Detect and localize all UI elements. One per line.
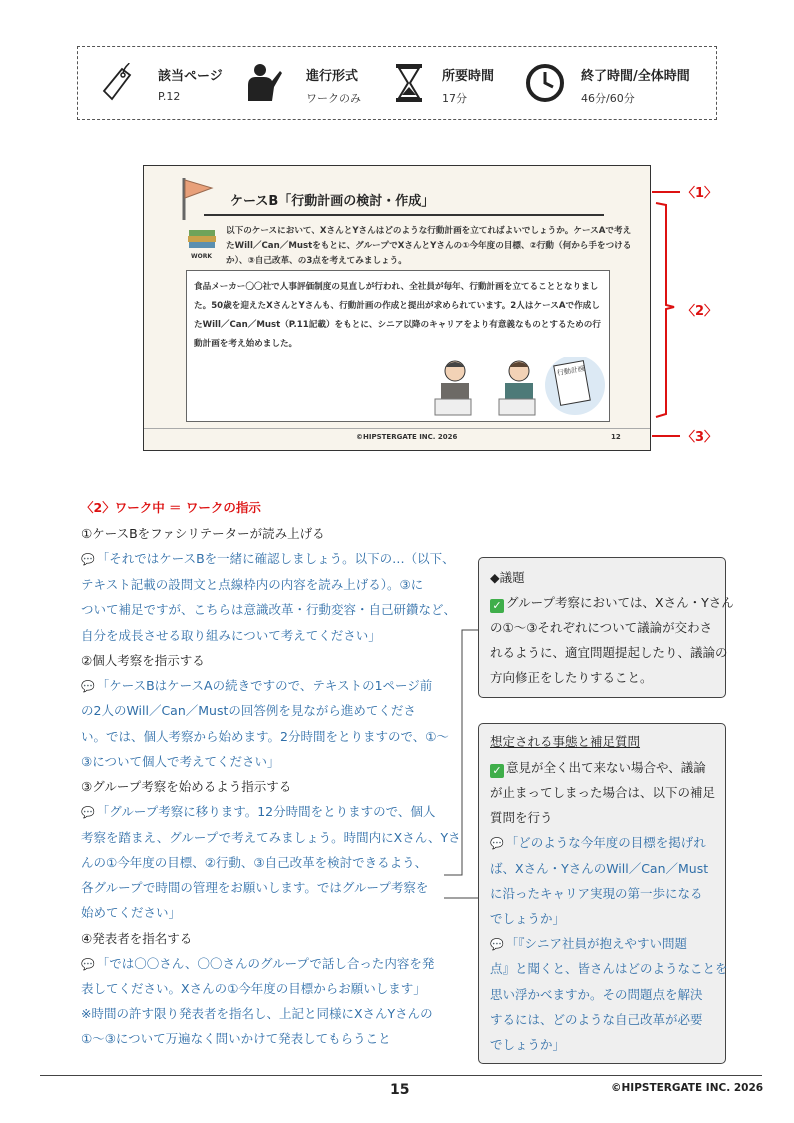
work-label: WORK (191, 253, 212, 260)
script-line: 表してください。Xさんの①今年度の目標からお願いします」 (81, 981, 426, 996)
script-line: んの①今年度の目標、②行動、③自己改革を検討できるよう、 (81, 855, 428, 870)
hourglass-icon (388, 61, 432, 105)
slide-case-box (186, 270, 610, 422)
marker-2: 〈2〉 (682, 304, 718, 319)
info-label: 該当ページ (158, 69, 223, 84)
footer-copyright: ©HIPSTERGATE INC. 2026 (611, 1082, 764, 1094)
followup-line: 意見が全く出て来ない場合や、議論 (506, 760, 706, 775)
speech-bubble-icon: 💬 (81, 680, 95, 693)
note-line: ※時間の許す限り発表者を指名し、上記と同様にXさんYさんの (81, 1006, 433, 1021)
followup-line: が止まってしまった場合は、以下の補足 (490, 785, 716, 800)
speech-bubble-icon: 💬 (490, 837, 504, 850)
script-line: ついて補足ですが、こちらは意識改革・行動変容・自己研鑽など、 (81, 602, 457, 617)
step-heading: ①ケースBをファシリテーターが読み上げる (81, 526, 325, 541)
session-info-bar (77, 46, 717, 120)
marker-1: 〈1〉 (682, 186, 718, 201)
followup-question: 思い浮かべますか。その問題点を解決 (490, 987, 703, 1002)
speech-bubble-icon: 💬 (81, 553, 95, 566)
info-label: 所要時間 (442, 69, 495, 84)
script-line: 各グループで時間の管理をお願いします。ではグループ考察を (81, 880, 429, 895)
followup-title: 想定される事態と補足質問 (490, 734, 641, 749)
script-line: い。では、個人考察から始めます。2分時間をとりますので、①～ (81, 729, 449, 744)
followup-question: 「『シニア社員が抱えやすい問題 (505, 936, 687, 951)
script-line: 💬 「それではケースBを一緒に確認しましょう。以下の…（以下、 (81, 551, 455, 566)
agenda-line: 方向修正をしたりすること。 (490, 670, 653, 685)
books-icon (186, 226, 220, 262)
agenda-line: の①～③それぞれについて議論が交わさ (490, 620, 713, 635)
speech-bubble-icon: 💬 (81, 806, 95, 819)
check-icon: ✓ (490, 764, 504, 778)
followup-question: するには、どのような自己改革が必要 (490, 1012, 703, 1027)
slide-thumbnail (143, 165, 651, 451)
tag-icon (96, 61, 140, 105)
slide-intro-text: 以下のケースにおいて、XさんとYさんはどのような行動計画を立てればよいでしょうか。ケースAで考えたWill／Can／Mustをもとに、グループでXさんとYさんの①今年度の目標、②行動（何から手をつけるか）、③自己改革、の3点を考えてみましょう。 (226, 226, 632, 266)
script-line: 始めてください」 (81, 905, 182, 920)
businessmen-illustration (427, 357, 617, 421)
document-label: 行動計画 (556, 364, 586, 378)
instructions-heading: 〈2〉ワーク中 ＝ ワークの指示 (81, 500, 261, 515)
step-heading: ②個人考察を指示する (81, 653, 205, 668)
script-line: 自分を成長させる取り組みについて考えてください」 (81, 628, 381, 643)
followup-question: でしょうか」 (490, 1037, 566, 1052)
script-line: の2人のWill／Can／Mustの回答例を見ながら進めてくださ (81, 703, 416, 718)
script-line: ③について個人で考えてください」 (81, 754, 280, 769)
script-line: 考察を踏まえ、グループで考えてみましょう。時間内にXさん、Yさ (81, 830, 461, 845)
note-line: ①～③について万遍なく問いかけて発表してもらうこと (81, 1031, 391, 1046)
slide-title: ケースB「行動計画の検討・作成」 (230, 194, 435, 209)
marker-3: 〈3〉 (682, 430, 718, 445)
followup-question: でしょうか」 (490, 911, 566, 926)
page-number: 15 (390, 1082, 410, 1098)
info-value: P.12 (158, 90, 181, 103)
info-label: 終了時間/全体時間 (581, 69, 690, 84)
followup-box (478, 723, 726, 1064)
agenda-line: れるように、適宜問題提起したり、議論の (490, 645, 728, 660)
followup-question: ば、Xさん・YさんのWill／Can／Must (490, 861, 709, 876)
agenda-box (478, 557, 734, 698)
step-heading: ④発表者を指名する (81, 931, 193, 946)
step-heading: ③グループ考察を始めるよう指示する (81, 779, 292, 794)
slide-case-text: 食品メーカー〇〇社で人事評価制度の見直しが行われ、全社員が毎年、行動計画を立てることとなりました。50歳を迎えたXさんとYさんも、行動計画の作成と提出が求められています。2人はケースAで作成したWill／Can／Must（P.11記載）をもとに、シニア以降のキャリアをより有意義なものとするための行動計画を考え始めました。 (194, 282, 601, 349)
script-line: 💬 「では〇〇さん、〇〇さんのグループで話し合った内容を発 (81, 956, 435, 971)
speech-bubble-icon: 💬 (490, 938, 504, 951)
followup-question: に沿ったキャリア実現の第一歩になる (490, 886, 703, 901)
slide-copyright: ©HIPSTERGATE INC. 2026 (356, 433, 458, 441)
info-label: 進行形式 (306, 69, 359, 84)
connector-lines (440, 620, 480, 910)
agenda-title: ◆議題 (490, 570, 525, 585)
script-line: 💬 「ケースBはケースAの続きですので、テキストの1ページ前 (81, 678, 433, 693)
followup-question: 点』と聞くと、皆さんはどのようなことを (490, 961, 728, 976)
check-icon: ✓ (490, 599, 504, 613)
speech-bubble-icon: 💬 (81, 958, 95, 971)
info-value: 46分/60分 (581, 92, 635, 105)
slide-footer-line (144, 428, 650, 429)
slide-title-underline (204, 214, 604, 216)
followup-question: 「どのような今年度の目標を掲げれ (505, 835, 706, 850)
presenter-icon (240, 61, 284, 105)
script-line: 💬 「グループ考察に移ります。12分時間をとりますので、個人 (81, 804, 436, 819)
info-value: 17分 (442, 92, 467, 105)
info-value: ワークのみ (306, 92, 361, 105)
clock-icon (523, 61, 567, 105)
script-line: テキスト記載の設問文と点線枠内の内容を読み上げる）。③に (81, 577, 424, 592)
followup-line: 質問を行う (490, 810, 553, 825)
slide-page-number: 12 (611, 433, 621, 441)
footer-rule (40, 1075, 762, 1076)
agenda-line: グループ考察においては、Xさん・Yさん (506, 595, 734, 610)
